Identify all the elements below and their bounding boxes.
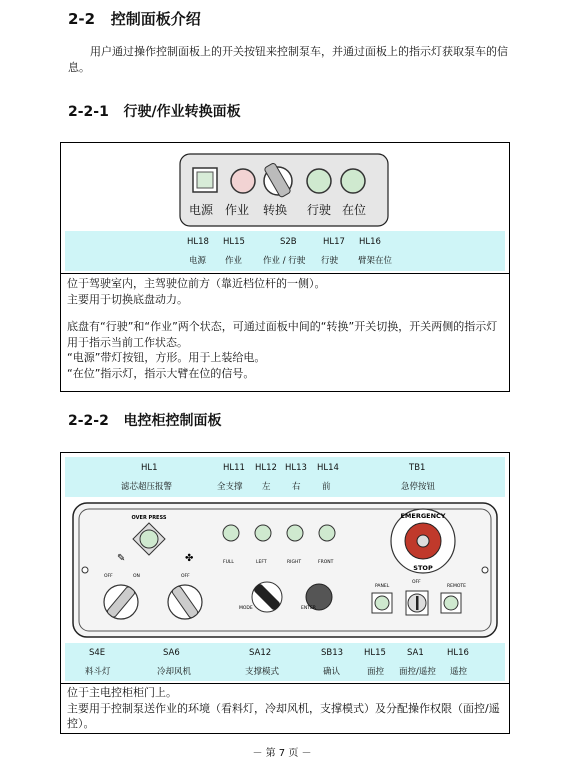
right-support-lamp	[287, 525, 303, 541]
panel-label-power: 电源	[189, 203, 214, 217]
name-full-support: 全支撑	[217, 482, 243, 492]
desc1-line3: 底盘有“行驶”和“作业”两个状态，可通过面板中间的“转换”开关切换，开关两侧的指示灯用于指示当前工作状态。	[67, 320, 498, 349]
name-boom-in-position: 臂架在位	[358, 256, 393, 266]
drive-work-panel-box	[60, 142, 510, 392]
mode-text: MODE	[239, 606, 253, 611]
drive-work-label-strip	[65, 231, 505, 271]
code-tb1: TB1	[409, 463, 426, 473]
name-work-drive: 作业 / 行驶	[263, 256, 306, 266]
intro-paragraph: 用户通过操作控制面板上的开关按钮来控制泵车，并通过面板上的指示灯获取泵车的信息。	[68, 45, 508, 74]
cabinet-top-label-strip	[65, 457, 505, 497]
code-hl13: HL13	[285, 463, 307, 473]
name-cooling-fan: 冷却风机	[157, 667, 192, 677]
panel-label-in-position: 在位	[342, 203, 367, 217]
name-remote-control: 遥控	[450, 667, 468, 677]
fan-icon: ✤	[185, 553, 194, 564]
s4e-off-text: OFF	[104, 574, 113, 579]
name-right: 右	[292, 482, 301, 492]
code-hl17: HL17	[323, 237, 345, 247]
left-text: LEFT	[256, 560, 267, 565]
section-title: 控制面板介绍	[110, 10, 201, 28]
sub1-number: 2-2-1	[68, 104, 109, 120]
code-s2b: S2B	[280, 237, 297, 247]
code-hl12: HL12	[255, 463, 277, 473]
panel-label-drive: 行驶	[307, 203, 332, 217]
screw-right	[482, 567, 488, 573]
power-button-face	[197, 172, 213, 188]
sa1-off-text: OFF	[412, 580, 421, 585]
desc2-line2: 主要用于控制泵送作业的环境（看料灯，冷却风机，支撑模式）及分配操作权限（面控/遥控）。	[67, 701, 500, 730]
sub1-title: 行驶/作业转换面板	[123, 104, 241, 120]
cabinet-description	[67, 685, 505, 732]
code-sa12: SA12	[249, 648, 272, 658]
name-panel-control: 面控	[367, 667, 385, 677]
panel-control-lamp	[375, 596, 389, 610]
name-front: 前	[322, 482, 331, 492]
name-filter-overpressure: 滤芯超压报警	[121, 482, 173, 492]
control-cabinet-panel-box	[60, 452, 510, 734]
code-hl18: HL18	[187, 237, 209, 247]
name-work: 作业	[225, 256, 243, 266]
remote-text: REMOTE	[447, 584, 466, 589]
name-confirm: 确认	[323, 667, 341, 677]
key-slot	[416, 596, 419, 610]
name-drive: 行驶	[321, 256, 339, 266]
name-emergency-stop: 急停按钮	[401, 482, 436, 492]
code-hl1: HL1	[141, 463, 158, 473]
code-hl15: HL15	[223, 237, 245, 247]
desc1-line4: “电源”带灯按钮，方形。用于上装给电。	[67, 351, 266, 364]
work-lamp	[231, 169, 255, 193]
panel-label-switch: 转换	[263, 203, 288, 217]
sub2-title: 电控柜控制面板	[123, 413, 222, 429]
hopper-light-icon: ✎	[117, 553, 126, 564]
box1-divider	[61, 273, 509, 274]
panel-text: PANEL	[375, 584, 390, 589]
name-panel-remote: 面控/遥控	[399, 667, 436, 677]
over-press-lamp	[140, 530, 158, 548]
sub2-heading	[68, 410, 221, 430]
drive-work-description	[67, 276, 505, 381]
code-hl11: HL11	[223, 463, 245, 473]
desc1-line2: 主要用于切换底盘动力。	[67, 292, 188, 306]
over-press-text: OVER PRESS	[131, 515, 167, 521]
front-support-lamp	[319, 525, 335, 541]
drive-lamp	[307, 169, 331, 193]
sub2-number: 2-2-2	[68, 413, 109, 429]
sa6-off-text: OFF	[181, 574, 190, 579]
name-support-mode: 支撑模式	[245, 667, 280, 677]
code-hl15-cabinet: HL15	[364, 648, 386, 658]
right-text: RIGHT	[287, 560, 302, 565]
cabinet-panel-drawing	[71, 501, 499, 641]
left-support-lamp	[255, 525, 271, 541]
emergency-stop-center	[417, 535, 429, 547]
code-sb13: SB13	[321, 648, 344, 658]
code-hl16: HL16	[359, 237, 381, 247]
full-text: FULL	[223, 560, 234, 565]
s4e-on-text: ON	[133, 574, 140, 579]
box2-divider	[61, 683, 509, 684]
name-power: 电源	[189, 256, 207, 266]
enter-text: ENTER	[301, 606, 316, 611]
in-position-lamp	[341, 169, 365, 193]
screw-left	[82, 567, 88, 573]
emergency-text: EMERGENCY	[400, 512, 446, 520]
name-left: 左	[262, 482, 271, 492]
code-sa1: SA1	[407, 648, 424, 658]
code-hl16-cabinet: HL16	[447, 648, 469, 658]
desc1-line1: 位于驾驶室内，主驾驶位前方（靠近档位杆的一侧）。	[67, 277, 326, 290]
front-text: FRONT	[318, 560, 334, 565]
desc1-line5: “在位”指示灯，指示大臂在位的信号。	[67, 366, 255, 380]
name-hopper-light: 料斗灯	[85, 667, 111, 677]
stop-text: STOP	[413, 564, 433, 572]
full-support-lamp	[223, 525, 239, 541]
drive-work-panel-drawing	[179, 153, 389, 233]
section-heading	[68, 8, 201, 29]
cabinet-bottom-label-strip	[65, 643, 505, 681]
code-hl14: HL14	[317, 463, 339, 473]
section-number: 2-2	[68, 10, 96, 28]
desc2-line1: 位于主电控柜柜门上。	[67, 686, 177, 699]
panel-label-work: 作业	[225, 203, 250, 217]
page-footer: － 第 7 页 －	[252, 748, 312, 759]
sub1-heading	[68, 101, 241, 121]
code-s4e: S4E	[89, 648, 106, 658]
code-sa6: SA6	[163, 648, 180, 658]
remote-control-lamp	[444, 596, 458, 610]
